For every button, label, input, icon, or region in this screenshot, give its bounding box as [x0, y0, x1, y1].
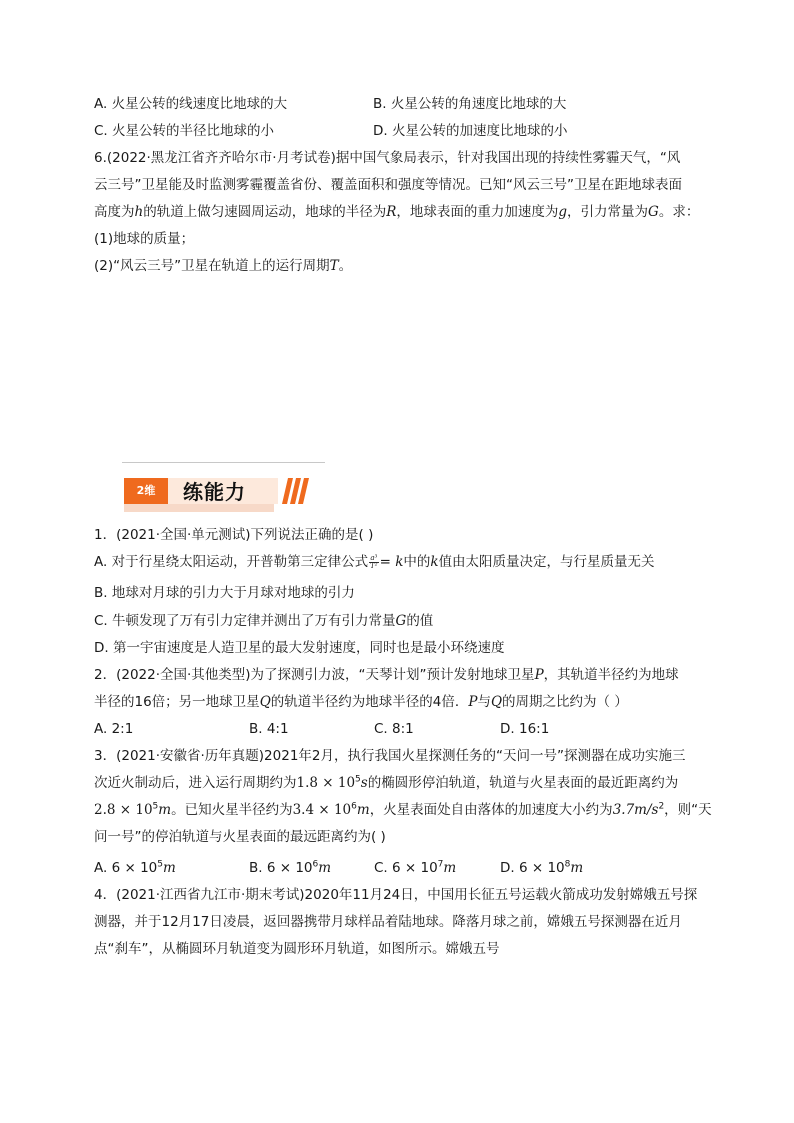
q6-text: ，地球表面的重力加速度为 — [396, 204, 559, 220]
p3-period-exponent: 5 — [355, 774, 361, 785]
q5-option-b: B. 火星公转的角速度比地球的大 — [373, 96, 567, 112]
p3-text: 次近火制动后，进入运行周期约为 — [94, 775, 297, 791]
p2-line-2 — [94, 692, 628, 712]
var-R: R — [386, 204, 397, 220]
var-h: h — [134, 204, 144, 220]
option-value: C. 6 × 10 — [374, 860, 438, 876]
var-Q: Q — [259, 694, 271, 710]
p3-period-value: 1.8 × 10 — [296, 775, 356, 791]
q6-line-3 — [94, 202, 699, 222]
option-exponent: 5 — [157, 859, 163, 870]
p2-text: 半径的16倍；另一地球卫星 — [94, 694, 260, 710]
p3-min-distance-exponent: 5 — [152, 801, 159, 812]
kepler-fraction — [369, 555, 378, 570]
p3-radius-exponent: 6 — [351, 801, 357, 812]
p2-text: 与 — [477, 694, 491, 710]
p1-text: = — [379, 554, 396, 570]
var-g: g — [558, 204, 568, 220]
p2-text: ，其轨道半径约为地球 — [543, 667, 679, 683]
stripes-decoration-icon — [282, 478, 310, 504]
p1-text: 的值 — [406, 613, 434, 629]
section-title: 练能力 — [183, 480, 246, 504]
option-exponent: 6 — [312, 859, 319, 870]
var-Q: Q — [490, 694, 503, 710]
fraction-numerator: a³ — [370, 553, 378, 562]
p2-option-b: B. 4:1 — [249, 721, 289, 737]
p3-option-b — [249, 858, 374, 878]
q6-text: (2)“风云三号”卫星在轨道上的运行周期 — [94, 258, 330, 274]
p1-option-c — [94, 611, 433, 631]
p3-accel-exponent: 2 — [658, 801, 665, 812]
q6-line-1: 6.(2022·黑龙江省齐齐哈尔市·月考试卷)据中国气象局表示，针对我国出现的持续性雾霾天气，“风 — [94, 150, 681, 166]
p1-text: C. 牛顿发现了万有引力定律并测出了万有引力常量 — [94, 613, 396, 629]
unit-m: m — [570, 860, 584, 876]
var-G: G — [395, 613, 407, 629]
p3-radius-value: 3.4 × 10 — [292, 802, 352, 818]
option-exponent: 7 — [437, 859, 444, 870]
section-badge: 2维 — [124, 478, 168, 504]
fraction-denominator: T² — [370, 561, 378, 570]
p2-option-c: C. 8:1 — [374, 721, 414, 737]
p1-stem: 1．(2021·全国·单元测试)下列说法正确的是( ) — [94, 527, 374, 543]
p2-text: 2．(2022·全国·其他类型)为了探测引力波，“天琴计划”预计发射地球卫星 — [94, 667, 535, 683]
p3-text: 。已知火星半径约为 — [171, 802, 293, 818]
p2-text: 的轨道半径约为地球半径的4倍． — [270, 694, 469, 710]
p1-option-a — [94, 552, 655, 572]
var-k: k — [430, 554, 439, 570]
var-P: P — [534, 667, 544, 683]
p3-text: ，则“天 — [664, 802, 712, 818]
p2-option-a: A. 2:1 — [94, 721, 134, 737]
option-value: A. 6 × 10 — [94, 860, 158, 876]
section-divider — [122, 462, 325, 463]
unit-m: m — [443, 860, 457, 876]
p4-line-1: 4．(2021·江西省九江市·期末考试)2020年11月24日，中国用长征五号运载火箭成功发射嫦娥五号探 — [94, 887, 698, 903]
unit-m: m — [356, 802, 370, 818]
var-T: T — [329, 258, 339, 274]
p3-option-a — [94, 858, 249, 878]
p3-accel-value: 3.7m/s — [612, 802, 659, 818]
p3-min-distance-value: 2.8 × 10 — [94, 802, 153, 818]
var-G: G — [648, 204, 659, 220]
q6-line-2: 云三号”卫星能及时监测雾霾覆盖省份、覆盖面积和强度等情况。已知“风云三号”卫星在距地球表面 — [94, 177, 682, 193]
p1-option-d: D. 第一宇宙速度是人造卫星的最大发射速度，同时也是最小环绕速度 — [94, 640, 505, 656]
unit-m: m — [162, 860, 176, 876]
unit-m: m — [158, 802, 172, 818]
p1-text: A. 对于行星绕太阳运动，开普勒第三定律公式 — [94, 554, 369, 570]
p1-text: 中的 — [403, 554, 431, 570]
p3-line-2 — [94, 773, 678, 793]
p3-line-4: 问一号”的停泊轨道与火星表面的最远距离约为( ) — [94, 829, 386, 845]
p4-line-2: 测器，并于12月17日凌晨，返回器携带月球样品着陆地球。降落月球之前，嫦娥五号探测器在近月 — [94, 914, 682, 930]
unit-m: m — [318, 860, 332, 876]
p3-option-d — [500, 858, 583, 878]
q5-option-d: D. 火星公转的加速度比地球的小 — [373, 123, 568, 139]
q6-text: 高度为 — [94, 204, 135, 220]
q6-sub-1: (1)地球的质量； — [94, 231, 195, 247]
q6-text: ，引力常量为 — [567, 204, 649, 220]
var-P: P — [468, 694, 478, 710]
q6-sub-2 — [94, 256, 352, 276]
q6-text: 。求： — [658, 204, 700, 220]
q5-option-c: C. 火星公转的半径比地球的小 — [94, 123, 275, 139]
p2-line-1 — [94, 665, 679, 685]
q5-option-a: A. 火星公转的线速度比地球的大 — [94, 96, 288, 112]
p3-options — [94, 858, 583, 878]
p3-text: ，火星表面处自由落体的加速度大小约为 — [369, 802, 613, 818]
p3-line-3 — [94, 800, 712, 820]
option-value: D. 6 × 10 — [500, 860, 565, 876]
option-value: B. 6 × 10 — [249, 860, 313, 876]
var-k: k — [395, 554, 404, 570]
q6-text: 的轨道上做匀速圆周运动，地球的半径为 — [143, 204, 387, 220]
p3-option-c — [374, 858, 500, 878]
p2-option-d: D. 16:1 — [500, 721, 550, 737]
q6-text: 。 — [338, 258, 353, 274]
p1-option-b: B. 地球对月球的引力大于月球对地球的引力 — [94, 585, 355, 601]
p4-line-3: 点“刹车”，从椭圆环月轨道变为圆形环月轨道，如图所示。嫦娥五号 — [94, 941, 500, 957]
unit-s: s — [360, 775, 368, 791]
p3-line-1: 3．(2021·安徽省·历年真题)2021年2月，执行我国火星探测任务的“天问一号”探测器在成功实施三 — [94, 748, 686, 764]
p3-text: 的椭圆形停泊轨道，轨道与火星表面的最近距离约为 — [367, 775, 679, 791]
p2-options — [94, 719, 549, 739]
option-exponent: 8 — [564, 859, 571, 870]
p2-text: 的周期之比约为（ ） — [502, 694, 628, 710]
p1-text: 值由太阳质量决定，与行星质量无关 — [438, 554, 655, 570]
